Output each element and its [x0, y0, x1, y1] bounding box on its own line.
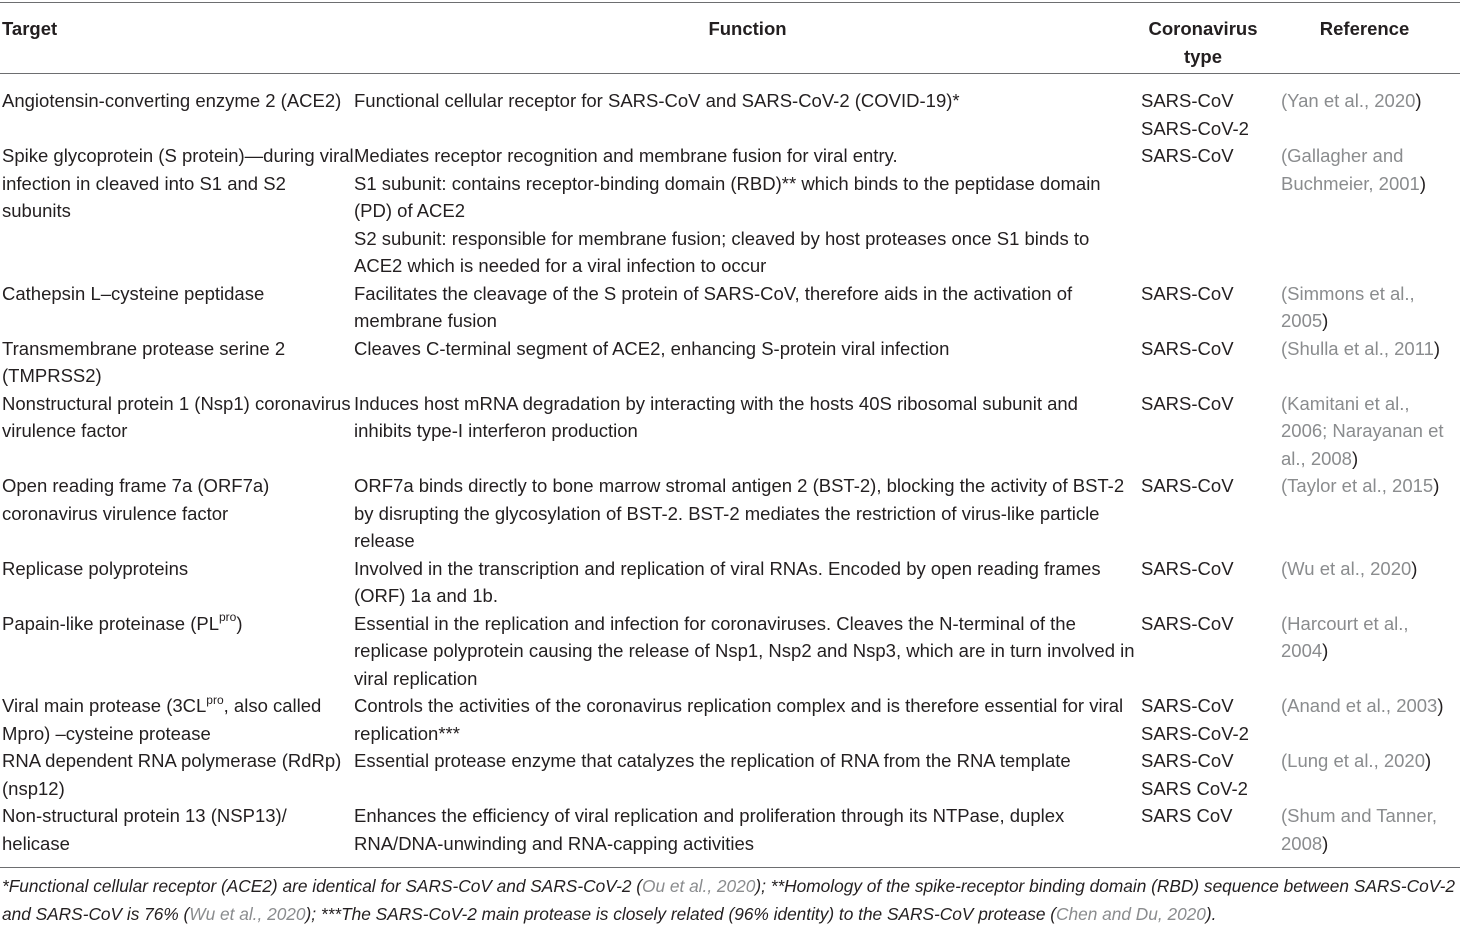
cell-coronavirus-type: [1141, 747, 1281, 802]
target-text-end: , also called Mpro) –cysteine protease: [2, 695, 322, 744]
cell-target: [0, 692, 354, 747]
type-text: SARS-CoV: [1141, 90, 1234, 111]
cell-function: [354, 802, 1141, 857]
function-text: Induces host mRNA degradation by interacting with the hosts 40S ribosomal subunit and inhibits type-I interferon production: [354, 392, 1078, 441]
target-text: Viral main protease (3CL: [2, 695, 207, 716]
table-row: [0, 472, 1460, 555]
reference-link[interactable]: Harcourt et al., 2004: [1281, 612, 1409, 661]
cell-reference: (Taylor et al., 2015): [1281, 475, 1440, 496]
reference-link[interactable]: Yan et al., 2020: [1287, 90, 1416, 111]
footnote-reference-link[interactable]: Wu et al., 2020: [189, 904, 306, 924]
reference-link[interactable]: Shulla et al., 2011: [1287, 337, 1434, 359]
reference-link[interactable]: Simmons et al., 2005: [1281, 282, 1415, 331]
target-text: Papain-like proteinase (PL: [2, 612, 219, 634]
function-text: Essential protease enzyme that catalyzes the replication of RNA from the RNA template: [354, 750, 1071, 771]
header-function: Function: [708, 18, 787, 39]
function-text: Cleaves C-terminal segment of ACE2, enhancing S-protein viral infection: [354, 337, 950, 359]
cell-reference: (Lung et al., 2020): [1281, 750, 1432, 771]
table-body: [0, 74, 1460, 857]
cell-coronavirus-type: [1141, 555, 1281, 610]
cell-reference: (Yan et al., 2020): [1281, 90, 1422, 111]
cell-function: [354, 390, 1141, 473]
cell-target: Angiotensin-converting enzyme 2 (ACE2): [2, 90, 342, 111]
cell-coronavirus-type: [1141, 280, 1281, 335]
footnote-text: *Functional cellular receptor (ACE2) are identical for SARS-CoV and SARS-CoV-2 (: [2, 876, 642, 896]
reference-link[interactable]: Wu et al., 2020: [1287, 557, 1412, 579]
cell-reference: (Kamitani et al., 2006; Narayanan et al., 2008): [1281, 392, 1444, 469]
type-text: SARS-CoV: [1141, 475, 1234, 496]
reference-link[interactable]: Shum and Tanner, 2008: [1281, 805, 1437, 854]
reference-link[interactable]: Gallagher and Buchmeier, 2001: [1281, 145, 1420, 194]
footnote-reference-link[interactable]: Chen and Du, 2020: [1056, 904, 1206, 924]
footnote-reference-link[interactable]: Ou et al., 2020: [642, 876, 756, 896]
target-text-end: ): [236, 612, 243, 634]
type-text: SARS-CoV: [1141, 145, 1234, 166]
cell-target: RNA dependent RNA polymerase (RdRp) (nsp12): [2, 750, 342, 799]
cell-function: [354, 280, 1141, 335]
cell-coronavirus-type: [1141, 142, 1281, 280]
type-text: SARS-CoV: [1141, 612, 1234, 634]
cell-reference: (Shum and Tanner, 2008): [1281, 805, 1437, 854]
cell-reference: (Wu et al., 2020): [1281, 557, 1418, 579]
cell-function: [354, 555, 1141, 610]
type-text: SARS-CoV: [1141, 557, 1234, 579]
cell-function: [354, 335, 1141, 390]
cell-reference: (Gallagher and Buchmeier, 2001): [1281, 145, 1427, 194]
function-text: S2 subunit: responsible for membrane fusion; cleaved by host proteases once S1 binds to ACE2 which is needed for a viral infection to occur: [354, 227, 1090, 276]
function-text: S1 subunit: contains receptor-binding domain (RBD)** which binds to the peptidase domain (PD) of ACE2: [354, 172, 1101, 221]
type-text: SARS-CoV: [1141, 392, 1234, 414]
table-row: [0, 335, 1460, 390]
cell-target: Open reading frame 7a (ORF7a) coronavirus virulence factor: [2, 475, 270, 524]
header-coronavirus-type-line1: Coronavirus: [1148, 18, 1258, 39]
cell-coronavirus-type: [1141, 87, 1281, 142]
cell-coronavirus-type: [1141, 692, 1281, 747]
type-text: SARS-CoV: [1141, 337, 1234, 359]
cell-coronavirus-type: [1141, 390, 1281, 473]
target-superscript: pro: [219, 610, 237, 625]
header-reference: Reference: [1319, 18, 1410, 39]
header-target: Target: [2, 18, 58, 39]
function-text: Functional cellular receptor for SARS-CoV and SARS-CoV-2 (COVID-19)*: [354, 90, 960, 111]
cell-function: [354, 472, 1141, 555]
function-text: Involved in the transcription and replication of viral RNAs. Encoded by open reading frames (ORF) 1a and 1b.: [354, 557, 1101, 606]
table-row: [0, 610, 1460, 693]
type-text: SARS-CoV: [1141, 695, 1234, 716]
table-row: [0, 802, 1460, 857]
cell-coronavirus-type: [1141, 335, 1281, 390]
cell-target: Cathepsin L–cysteine peptidase: [2, 282, 265, 304]
type-text: SARS-CoV: [1141, 282, 1234, 304]
header-coronavirus-type: [1141, 15, 1281, 70]
cell-reference: (Harcourt et al., 2004): [1281, 612, 1409, 661]
cell-target: Transmembrane protease serine 2 (TMPRSS2): [2, 337, 286, 386]
cell-target: Nonstructural protein 1 (Nsp1) coronavirus virulence factor: [2, 392, 351, 441]
function-text: Controls the activities of the coronavirus replication complex and is therefore essential for viral replication***: [354, 695, 1124, 744]
cell-coronavirus-type: [1141, 610, 1281, 693]
cell-target: Replicase polyproteins: [2, 557, 189, 579]
cell-reference: (Simmons et al., 2005): [1281, 282, 1415, 331]
reference-link[interactable]: Anand et al., 2003: [1287, 695, 1438, 716]
type-text: SARS CoV-2: [1141, 777, 1248, 799]
type-text: SARS-CoV-2: [1141, 117, 1249, 139]
function-text: ORF7a binds directly to bone marrow stromal antigen 2 (BST-2), blocking the activity of BST-2 by disrupting the glycosylation of BST-2. BST-2 mediates the restriction of virus-like particle release: [354, 475, 1125, 551]
cell-target: Non-structural protein 13 (NSP13)/ helicase: [2, 805, 287, 854]
table-header-row: [0, 3, 1460, 70]
cell-function: [354, 692, 1141, 747]
table-row: [0, 87, 1460, 142]
cell-coronavirus-type: [1141, 472, 1281, 555]
function-text: Essential in the replication and infection for coronaviruses. Cleaves the N-terminal of the replicase polyprotein causing the release of Nsp1, Nsp2 and Nsp3, which are in turn involved in viral replication: [354, 612, 1135, 689]
cell-target: [0, 610, 354, 693]
reference-link[interactable]: Kamitani et al., 2006; Narayanan et al., 2008: [1281, 392, 1444, 469]
data-table: [0, 2, 1460, 928]
table-row: [0, 692, 1460, 747]
cell-target: Spike glycoprotein (S protein)—during viral infection in cleaved into S1 and S2 subunits: [2, 145, 354, 221]
function-text: Enhances the efficiency of viral replication and proliferation through its NTPase, duplex RNA/DNA-unwinding and RNA-capping activities: [354, 805, 1065, 854]
cell-function: [354, 87, 1141, 142]
cell-function: [354, 610, 1141, 693]
header-coronavirus-type-line2: type: [1183, 45, 1223, 67]
function-text: Facilitates the cleavage of the S protein of SARS-CoV, therefore aids in the activation of membrane fusion: [354, 282, 1073, 331]
type-text: SARS-CoV-2: [1141, 722, 1249, 744]
reference-link[interactable]: Taylor et al., 2015: [1287, 475, 1434, 496]
table-row: [0, 390, 1460, 473]
target-superscript: pro: [206, 692, 224, 707]
cell-coronavirus-type: [1141, 802, 1281, 857]
function-text: Mediates receptor recognition and membrane fusion for viral entry.: [354, 145, 898, 166]
table-row: [0, 747, 1460, 802]
cell-function: [354, 747, 1141, 802]
table-row: [0, 280, 1460, 335]
table-row: [0, 555, 1460, 610]
cell-reference: (Shulla et al., 2011): [1281, 337, 1441, 359]
cell-reference: (Anand et al., 2003): [1281, 695, 1444, 716]
footnote-text: ); ***The SARS-CoV-2 main protease is closely related (96% identity) to the SARS-CoV protease (: [305, 904, 1057, 924]
reference-link[interactable]: Lung et al., 2020: [1287, 750, 1426, 771]
cell-function: [354, 142, 1141, 280]
type-text: SARS CoV: [1141, 805, 1233, 826]
table-row: [0, 142, 1460, 280]
footnote-text: ); **Homology of the spike-receptor binding domain (RBD) sequence between SARS-CoV-2 and SARS-CoV is 76% (: [2, 876, 1455, 924]
footnote-text: ).: [1205, 904, 1217, 924]
type-text: SARS-CoV: [1141, 750, 1234, 771]
table-footnote: [0, 868, 1458, 928]
